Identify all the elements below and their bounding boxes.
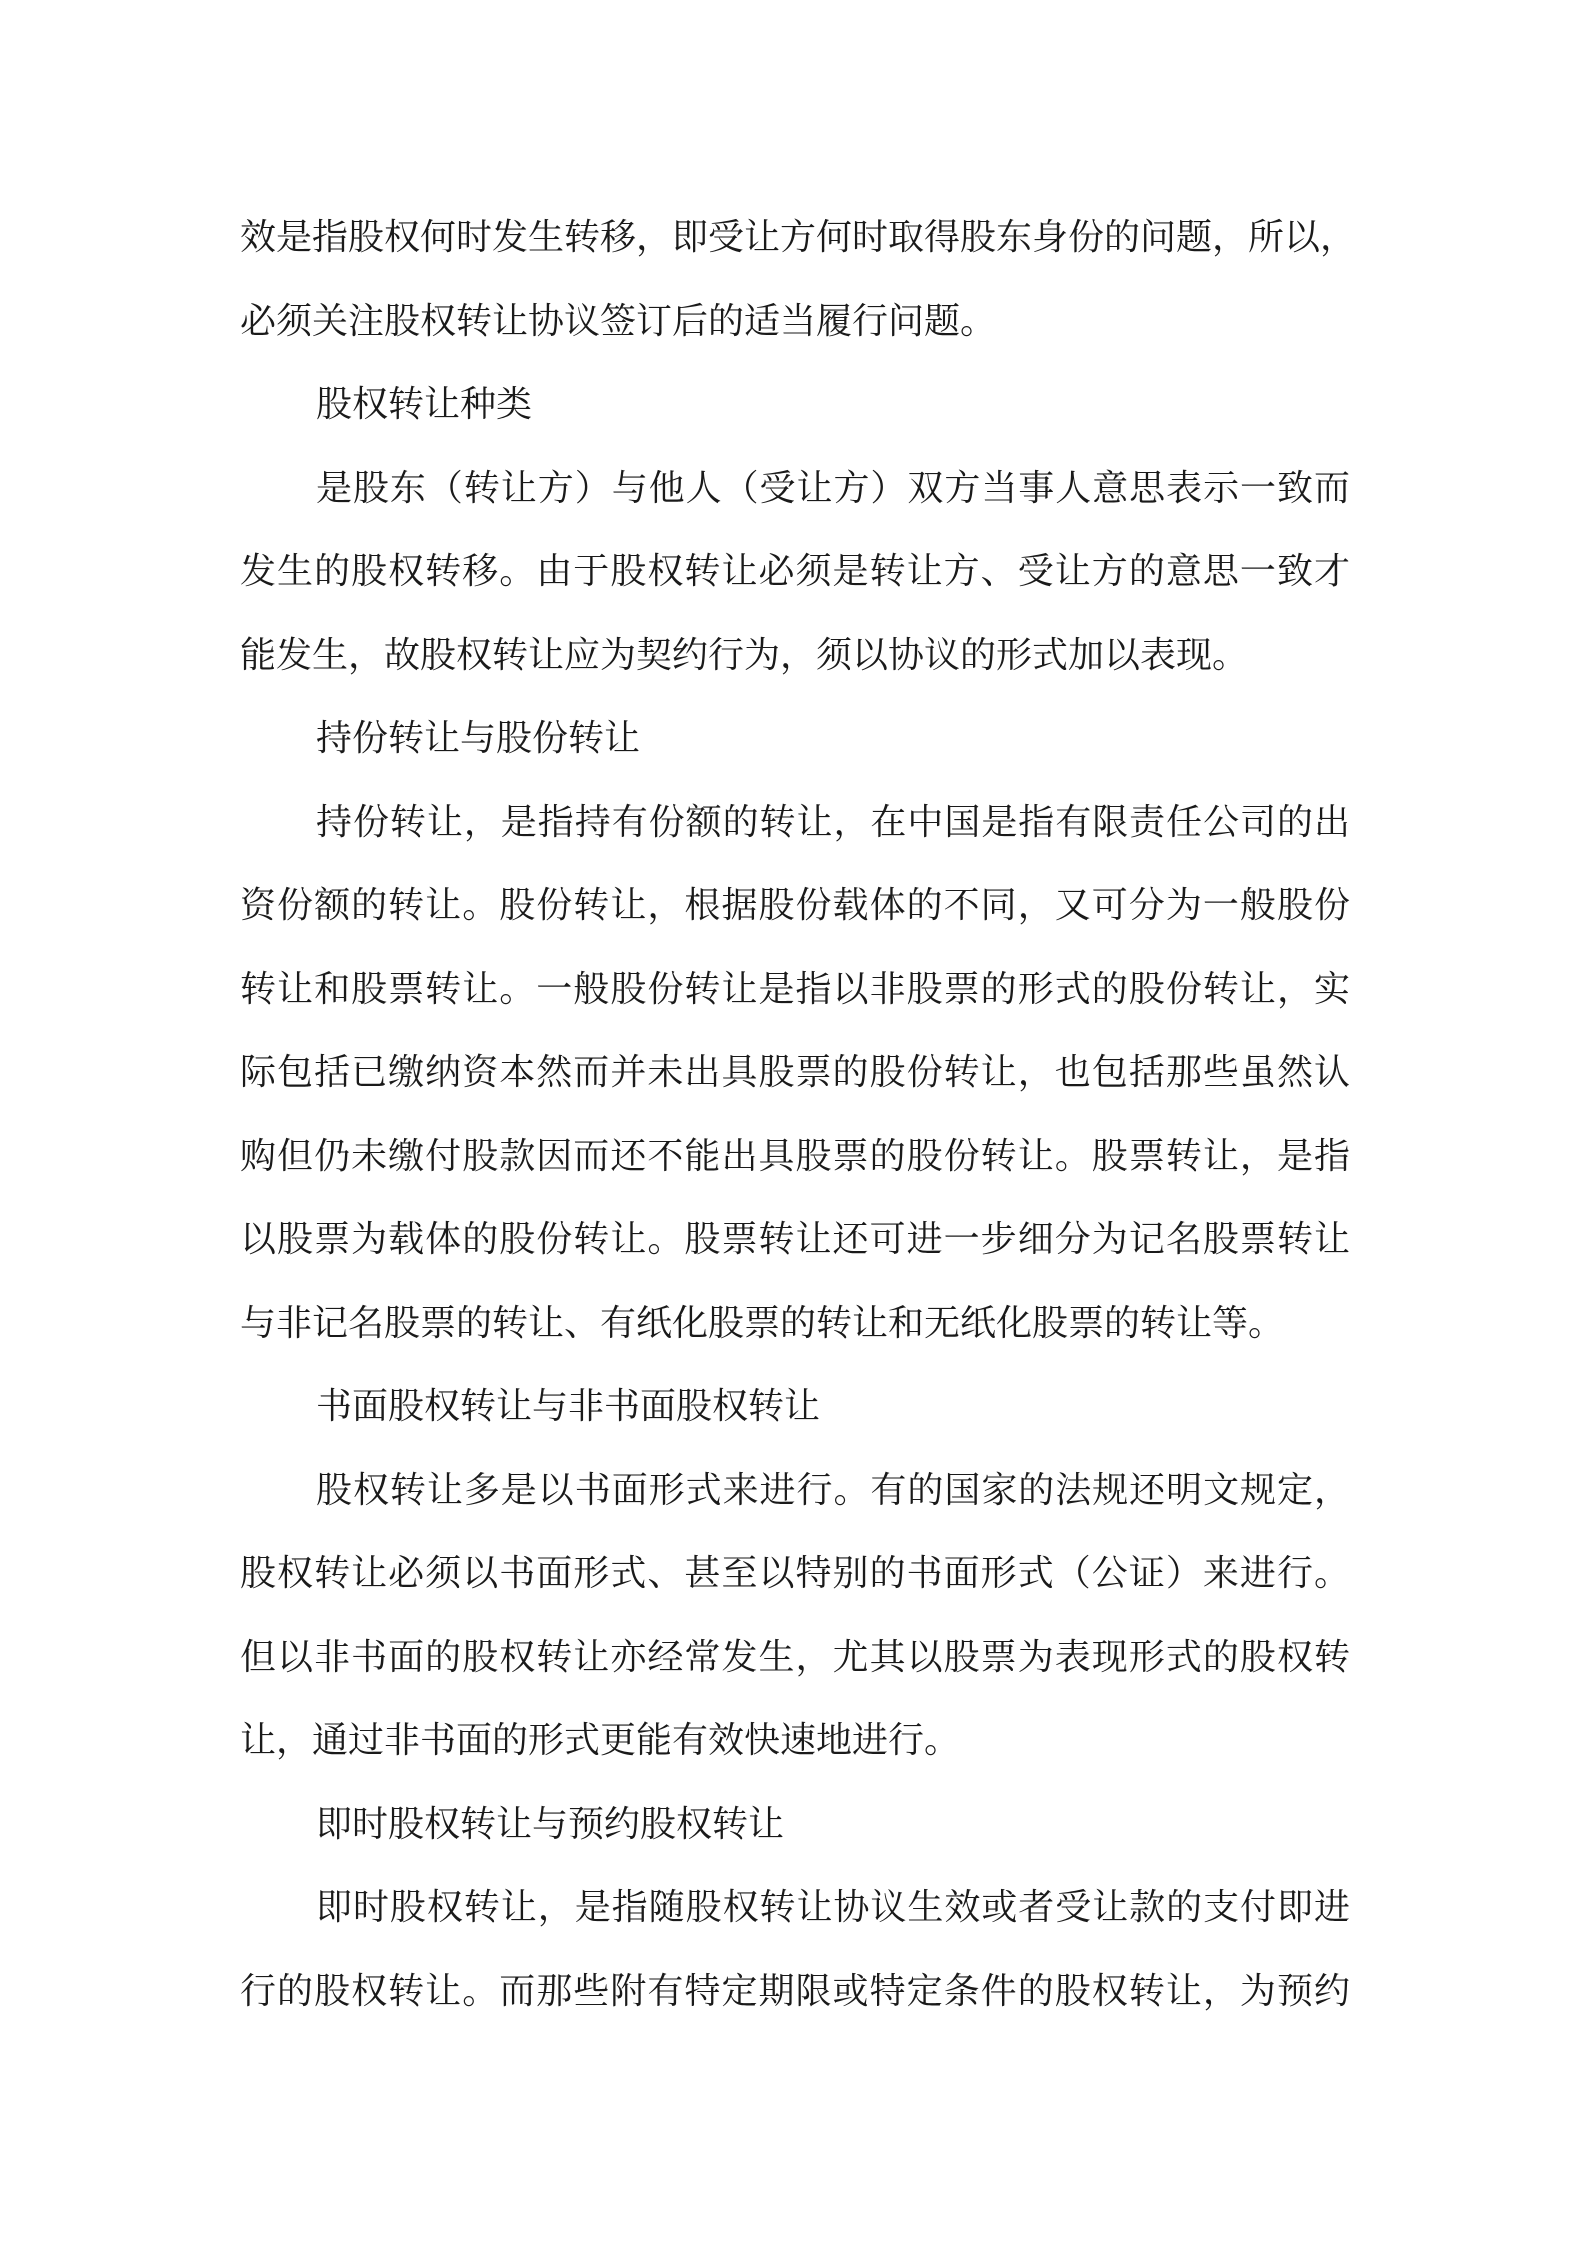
- paragraph-line: 效是指股权何时发生转移，即受让方何时取得股东身份的问题，所以，: [240, 217, 1357, 258]
- section-heading: 即时股权转让与预约股权转让: [316, 1803, 785, 1845]
- paragraph-line: 资份额的转让。股份转让，根据股份载体的不同，又可分为一般股份: [240, 885, 1350, 926]
- paragraph-first-line: 是股东（转让方）与他人（受让方）双方当事人意思表示一致而: [316, 467, 1350, 509]
- paragraph-line: 发生的股权转移。由于股权转让必须是转让方、受让方的意思一致才: [240, 551, 1350, 592]
- paragraph-line: 际包括已缴纳资本然而并未出具股票的股份转让，也包括那些虽然认: [240, 1052, 1350, 1093]
- paragraph-last-line: 让，通过非书面的形式更能有效快速地进行。: [240, 1720, 961, 1761]
- paragraph-last-line: 能发生，故股权转让应为契约行为，须以协议的形式加以表现。: [240, 634, 1249, 676]
- section-heading: 书面股权转让与非书面股权转让: [316, 1386, 821, 1427]
- section-heading: 持份转让与股份转让: [316, 718, 641, 759]
- paragraph-line: 购但仍未缴付股款因而还不能出具股票的股份转让。股票转让，是指: [240, 1135, 1350, 1177]
- document-body: [240, 196, 1357, 2033]
- paragraph-first-line: 持份转让，是指持有份额的转让，在中国是指有限责任公司的出: [316, 801, 1350, 843]
- paragraph-last-line: 必须关注股权转让协议签订后的适当履行问题。: [240, 300, 997, 342]
- paragraph-last-line: 与非记名股票的转让、有纸化股票的转让和无纸化股票的转让等。: [240, 1302, 1285, 1344]
- paragraph-first-line: 即时股权转让，是指随股权转让协议生效或者受让款的支付即进: [316, 1887, 1350, 1928]
- paragraph-line: 但以非书面的股权转让亦经常发生，尤其以股票为表现形式的股权转: [240, 1636, 1350, 1678]
- paragraph-line: 转让和股票转让。一般股份转让是指以非股票的形式的股份转让，实: [240, 968, 1350, 1010]
- paragraph-line: 行的股权转让。而那些附有特定期限或特定条件的股权转让，为预约: [240, 1970, 1350, 2012]
- section-heading: 股权转让种类: [316, 384, 533, 425]
- paragraph-first-line: 股权转让多是以书面形式来进行。有的国家的法规还明文规定，: [316, 1469, 1350, 1511]
- paragraph-line: 股权转让必须以书面形式、甚至以特别的书面形式（公证）来进行。: [240, 1553, 1350, 1594]
- paragraph-line: 以股票为载体的股份转让。股票转让还可进一步细分为记名股票转让: [240, 1219, 1350, 1260]
